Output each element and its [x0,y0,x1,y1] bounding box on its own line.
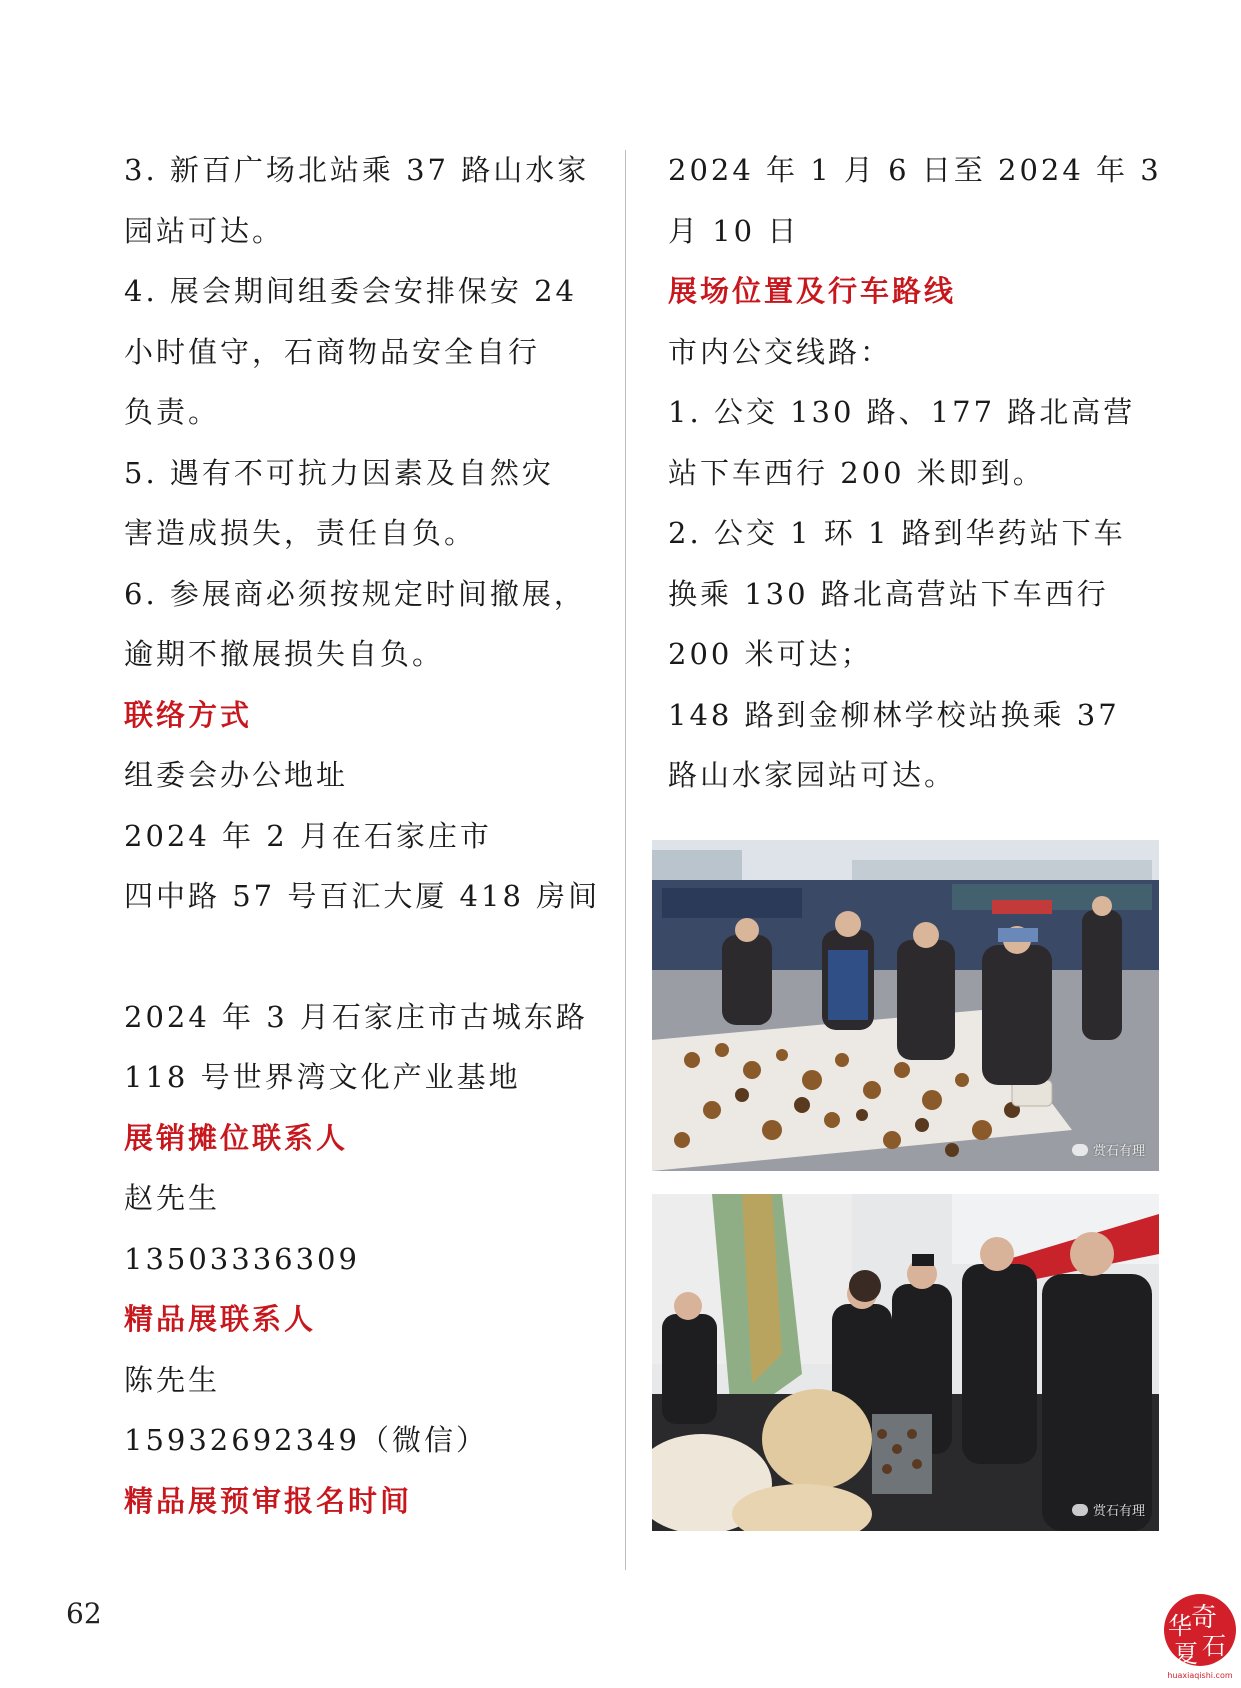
heading-booth-contact: 展销摊位联系人 [124,1120,349,1155]
market-photo-1-image [652,840,1159,1171]
logo-char: 石 [1202,1632,1226,1660]
office-address-mar-line1: 2024 年 3 月石家庄市古城东路 [124,999,588,1034]
watermark-text: 赏石有理 [1092,1504,1145,1519]
column-divider [625,150,626,1570]
heading-premium-contact: 精品展联系人 [124,1302,317,1336]
body-line: 4. 展会期间组委会安排保安 24 [124,274,578,308]
watermark-2 [1072,1500,1145,1519]
spacer [124,927,614,987]
wechat-icon [1072,1504,1088,1516]
body-line: 5. 遇有不可抗力因素及自然灾 [124,455,554,490]
route-line: 换乘 130 路北高营站下车西行 [668,576,1109,611]
route-line: 路山水家园站可达。 [668,758,957,792]
body-line: 负责。 [124,395,221,429]
booth-contact-name: 赵先生 [124,1181,221,1215]
heading-contact: 联络方式 [124,697,253,732]
office-address-feb-line2: 四中路 57 号百汇大厦 418 房间 [124,879,601,913]
route-line: 1. 公交 130 路、177 路北高营 [668,395,1136,429]
logo-char: 奇 [1190,1603,1218,1633]
office-label: 组委会办公地址 [124,758,349,792]
body-line: 园站可达。 [124,213,285,248]
site-logo [1160,1590,1240,1684]
right-column [668,140,1162,806]
premium-contact-name: 陈先生 [124,1362,221,1397]
route-line: 站下车西行 200 米即到。 [668,455,1045,490]
route-line: 200 米可达； [668,637,873,671]
date-line2: 月 10 日 [668,213,800,248]
left-column [124,140,614,1531]
watermark-text: 赏石有理 [1092,1144,1145,1159]
office-address-feb-line1: 2024 年 2 月在石家庄市 [124,818,492,853]
body-line: 逾期不撤展损失自负。 [124,637,445,671]
seal-icon [1160,1590,1240,1684]
booth-contact-phone: 13503336309 [124,1241,360,1276]
watermark-1 [1072,1140,1145,1159]
route-line: 148 路到金柳林学校站换乘 37 [668,697,1120,732]
market-photo-1 [652,840,1159,1171]
logo-url: huaxiaqishi.com [1167,1671,1233,1680]
bus-label: 市内公交线路： [668,334,893,369]
market-photo-2-image [652,1194,1159,1531]
office-address-mar-line2: 118 号世界湾文化产业基地 [124,1060,521,1094]
logo-char: 夏 [1174,1640,1198,1668]
route-line: 2. 公交 1 环 1 路到华药站下车 [668,516,1126,550]
date-line1: 2024 年 1 月 6 日至 2024 年 3 [668,153,1162,187]
page-number: 62 [66,1597,102,1630]
heading-route: 展场位置及行车路线 [668,274,957,308]
market-photo-2 [652,1194,1159,1531]
body-line: 6. 参展商必须按规定时间撤展， [124,576,586,611]
body-line: 害造成损失，责任自负。 [124,516,477,550]
premium-contact-phone: 15932692349（微信） [124,1423,488,1457]
body-line: 3. 新百广场北站乘 37 路山水家 [124,153,590,187]
logo-char: 华 [1168,1612,1192,1640]
heading-premium-review: 精品展预审报名时间 [124,1483,413,1518]
wechat-icon [1072,1144,1088,1156]
body-line: 小时值守，石商物品安全自行 [124,334,541,369]
